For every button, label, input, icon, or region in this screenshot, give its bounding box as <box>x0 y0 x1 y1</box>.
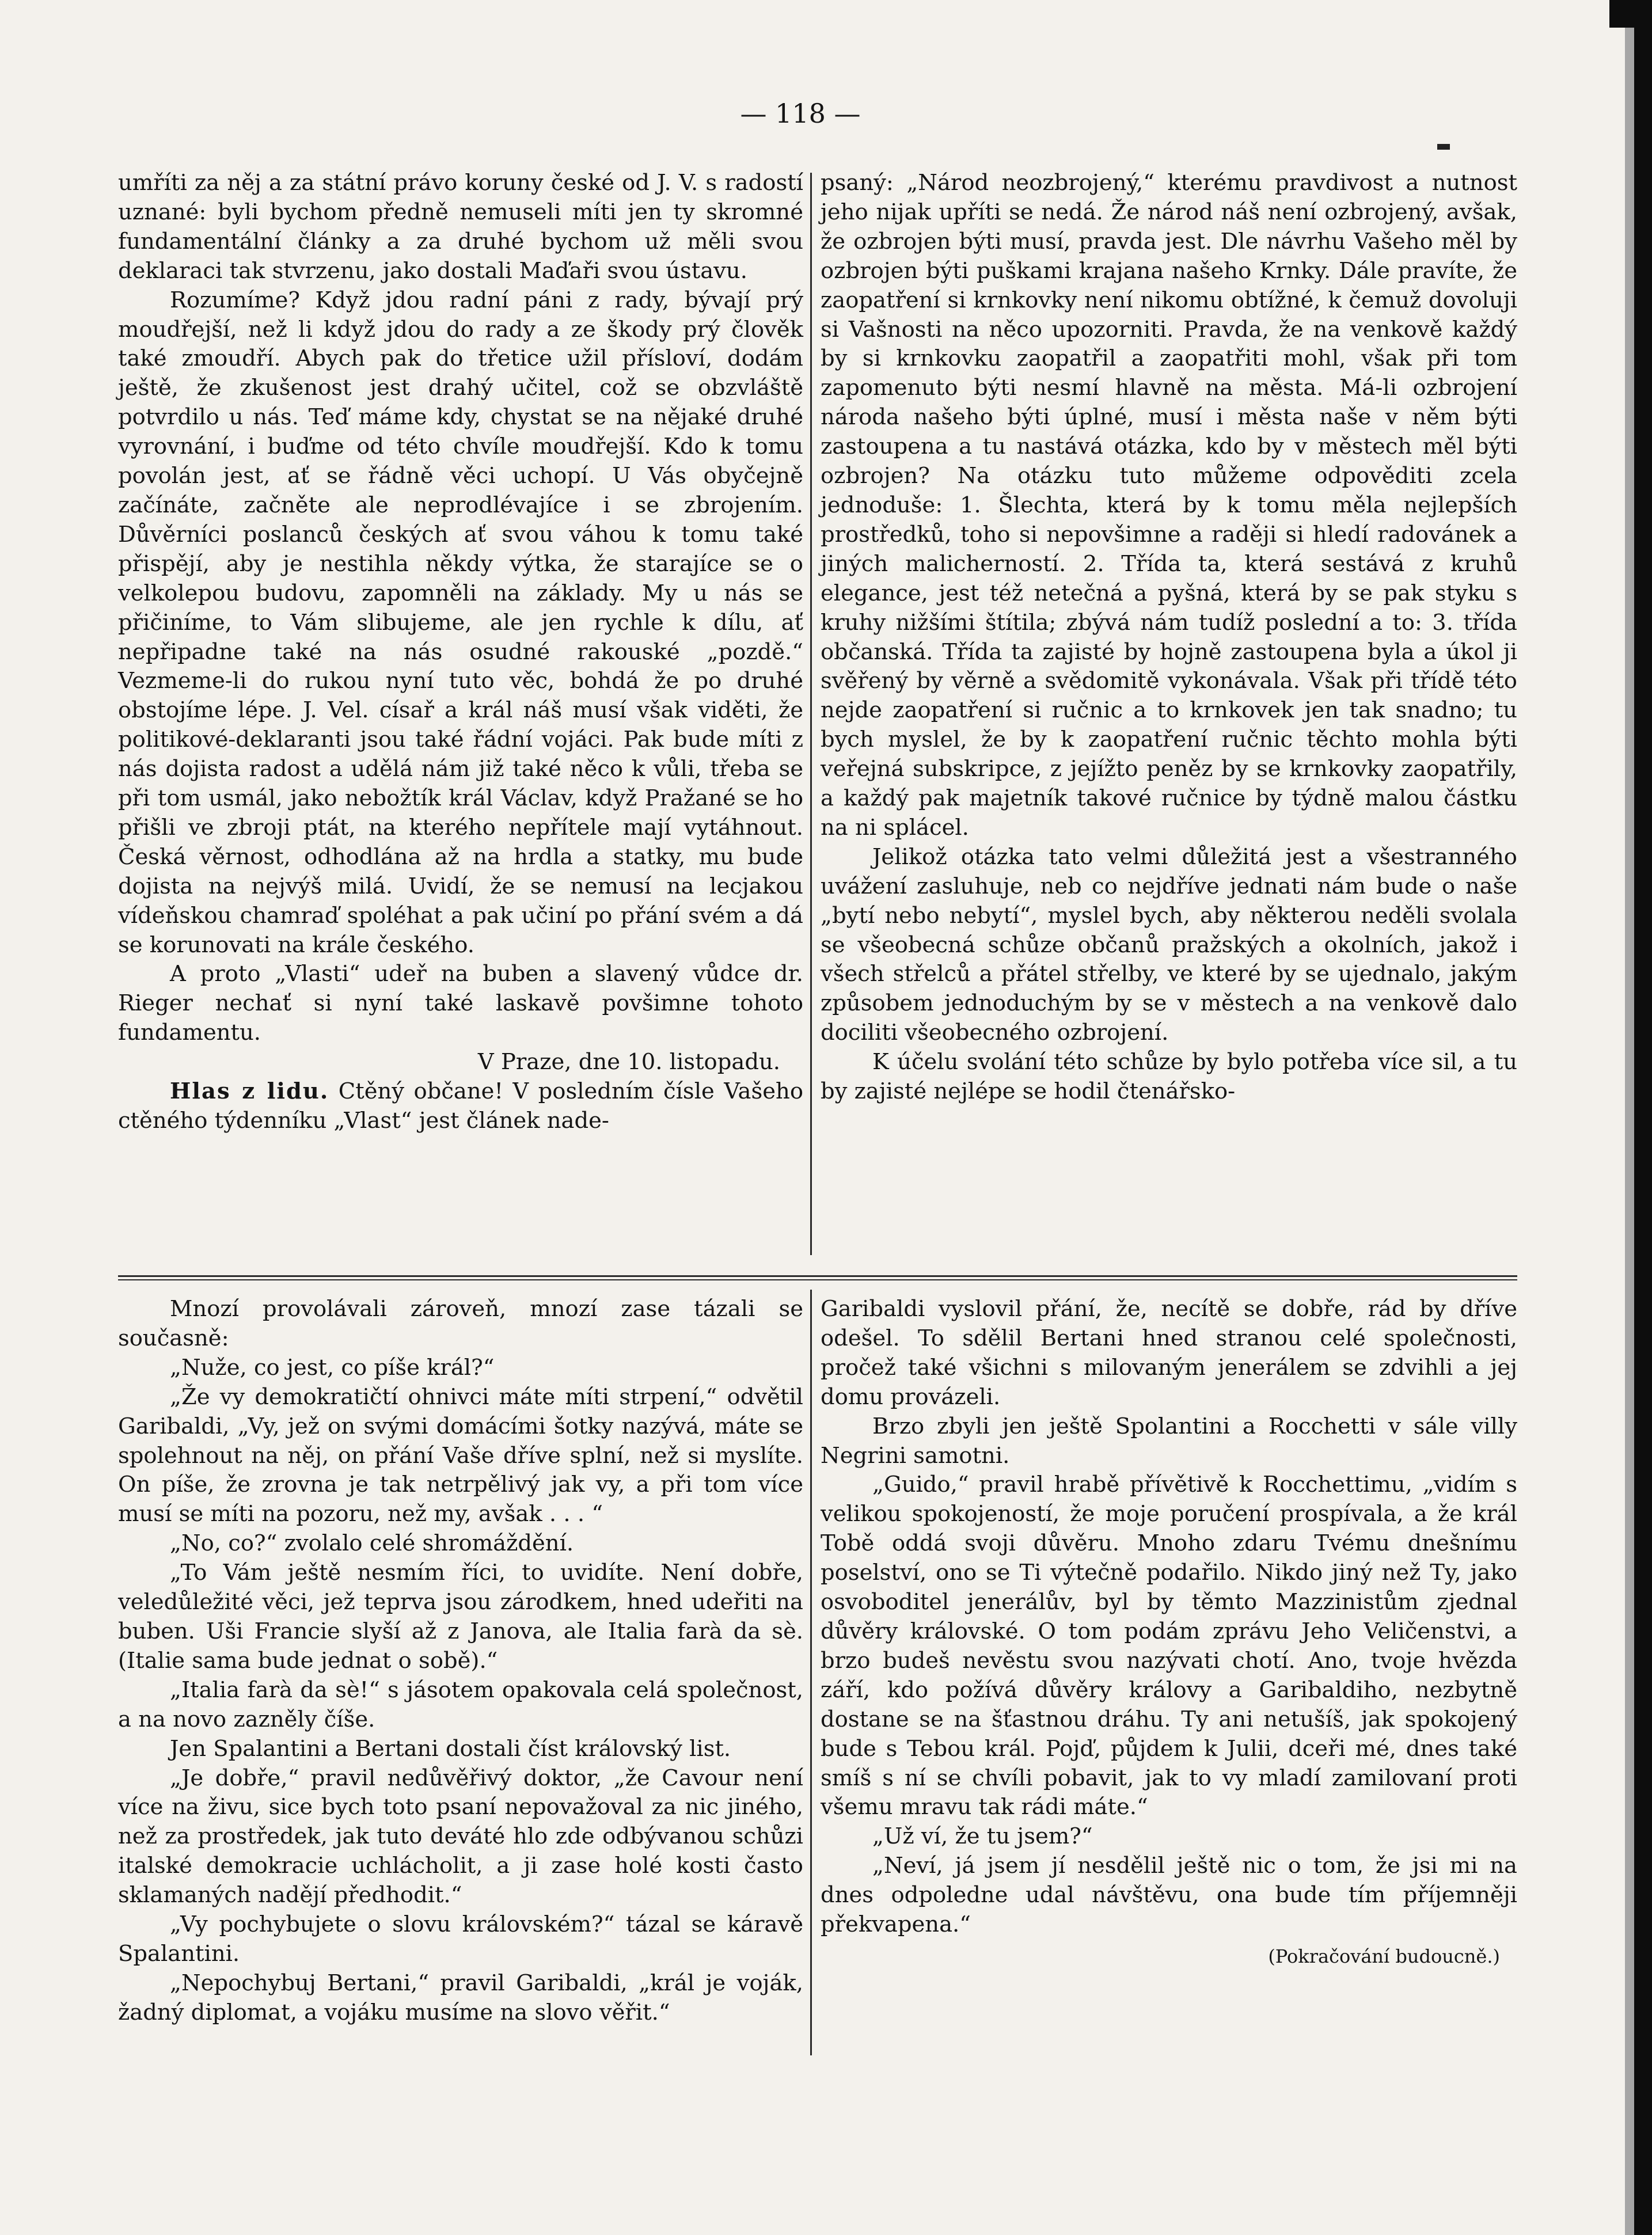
scan-edge-corner <box>1609 0 1652 28</box>
paragraph: Rozumíme? Když jdou radní páni z rady, bývají prý moudřejší, než li když jdou do rady a ze škody prý člověk také zmoudří. Abych pak do třetice užil přísloví, dodám ještě, že zkušenost jest drahý učitel, což se obzvláště potvrdilo u nás. Teď máme kdy, chystat se na nějaké druhé vyrovnání, i buďme od této chvíle moudřejší. Kdo k tomu povolán jest, ať se řádně věci uchopí. U Vás obyčejně začínáte, začněte ale neprodlévajíce i se zbrojením. Důvěrníci poslanců českých ať svou váhou k tomu také přispějí, aby je nestihla někdy výtka, že starajíce se o velkolepou budovu, zapomněli na základy. My u nás se přičiníme, to Vám slibujeme, ale jen rychle k dílu, ať nepřipadne také na nás osudné rakouské „pozdě.“ Vezmeme-li do rukou nyní tuto věc, bohdá že po druhé obstojíme lépe. J. Vel. císař a král náš musí však viděti, že politikové-deklaranti jsou také řádní vojáci. Pak bude míti z nás dojista radost a udělá nám již také něco k vůli, třeba se při tom usmál, jako nebožtík král Václav, když Pražané se ho přišli ve zbroji ptát, na kterého nepřítele mají vytáhnout. Česká věrnost, odhodlána až na hrdla a statky, mu bude dojista na nejvýš milá. Uvidí, že se nemusí na lecjakou vídeňskou chamraď spoléhat a pak učiní po přání svém a dá se korunovati na krále českého. <box>118 287 803 958</box>
section-heading: Hlas z lidu. <box>170 1078 329 1105</box>
column-top-right <box>821 169 1517 1107</box>
hlas-z-lidu-paragraph <box>118 1077 803 1136</box>
paragraph: „No, co?“ zvolalo celé shromáždění. <box>170 1530 574 1557</box>
scan-edge-right <box>1634 0 1652 2235</box>
paragraph: psaný: „Národ neozbrojený,“ kterému pravdivost a nutnost jeho nijak upříti se nedá. Že národ náš není ozbrojený, avšak, že ozbrojen býti musí, pravda jest. Dle návrhu Vašeho měl by ozbrojen býti puškami krajana našeho Krnky. Dále pravíte, že zaopatření si krnkovky není nikomu obtížné, k čemuž dovoluji si Vašnosti na něco upozorniti. Pravda, že na venkově každý by si krnkovku zaopatřil a zaopatřiti mohl, však při tom zapomenuto býti nesmí hlavně na města. Má-li ozbrojení národa našeho býti úplné, musí i města naše v něm býti zastoupena a tu nastává otázka, kdo by v městech měl býti ozbrojen? Na otázku tuto můžeme odpověditi zcela jednoduše: 1. Šlechta, která by k tomu měla nejlepších prostředků, toho si nepovšimne a raději si hledí radovánek a jiných malicherností. 2. Třída ta, která sestává z kruhů elegance, jest též netečná a pyšná, která by se pak styku s kruhy nižšími štítila; zbývá nám tudíž poslední a to: 3. třída občanská. Třída ta zajisté by hojně zastoupena byla a úkol ji svěřený by věrně a svědomitě vykonávala. Však při třídě této nejde zaopatření si ručnic a to krnkovek jen tak snadno; tu bych myslel, že by k zaopatření ručnic těchto mohla býti veřejná subskripce, z jejížto peněz by se krnkovky zaopatřily, a každý pak majetník takové ručnice by týdně malou částku na ni splácel. <box>821 170 1517 841</box>
paragraph: umříti za něj a za státní právo koruny české od J. V. s radostí uznané: byli bychom předně nemuseli míti jen ty skromné fundamentální články a za druhé bychom už měli svou deklaraci tak stvrzenu, jako dostali Maďaři svou ústavu. <box>118 170 803 284</box>
feuilleton-separator <box>118 1275 1517 1277</box>
paragraph: „Je dobře,“ pravil nedůvěřivý doktor, „že Cavour není více na živu, sice bych toto psaní nepovažoval za nic jiného, než za prostředek, jak tuto deváté hlo zde odbývanou schůzi italské demokracie uchlácholit, a ji zase holé kosti často sklamaných nadějí předhodit.“ <box>118 1765 803 1909</box>
print-mark <box>1437 144 1450 150</box>
paragraph: Jen Spalantini a Bertani dostali číst královský list. <box>170 1735 731 1762</box>
feuilleton-separator-double <box>118 1279 1517 1280</box>
column-divider-bottom <box>810 1290 812 2055</box>
paragraph: K účelu svolání této schůze by bylo potřeba více sil, a tu by zajisté nejlépe se hodil čtenářsko- <box>821 1049 1517 1105</box>
paragraph: „To Vám ještě nesmím říci, to uvidíte. Není dobře, veledůležité věci, jež teprva jsou zárodkem, hned udeřiti na buben. Uši Francie slyší až z Janova, ale Italia farà da sè. (Italie sama bude jednat o sobě).“ <box>118 1560 803 1674</box>
paragraph: Garibaldi vyslovil přání, že, necítě se dobře, rád by dříve odešel. To sdělil Bertani hned stranou celé společnosti, pročež také všichni s milovaným jenerálem se zdvihli a jej domu provázeli. <box>821 1296 1517 1410</box>
paragraph: „Italia farà da sè!“ s jásotem opakovala celá společnost, a na novo zazněly číše. <box>118 1677 803 1732</box>
section-lead: Ctěný občane! V posledním čísle Vašeho ctěného týdenníku „Vlast“ jest článek nade- <box>118 1078 803 1134</box>
paragraph: „Nuže, co jest, co píše král?“ <box>170 1354 495 1381</box>
paragraph: Jelikož otázka tato velmi důležitá jest a všestranného uvážení zasluhuje, neb co nejdříve jednati nám bude o naše „bytí nebo nebytí“, myslel bych, aby některou neděli svolala se všeobecná schůze občanů pražských a okolních, jakož i všech střelců a přátel střelby, ve které by se ujednalo, jakým způsobem jednoduchým by se v městech a na venkově dalo dociliti všeobecného ozbrojení. <box>821 843 1517 1046</box>
paragraph: „Že vy demokratičtí ohnivci máte míti strpení,“ odvětil Garibaldi, „Vy, jež on svými domácími šotky nazývá, máte se spolehnout na něj, on přání Vaše dříve splní, než si myslíte. On píše, že zrovna je tak netrpělivý jak vy, a při tom více musí se míti na pozoru, než my, avšak . . . “ <box>118 1383 803 1527</box>
column-bottom-right <box>821 1295 1517 1971</box>
paragraph: A proto „Vlasti“ udeř na buben a slavený vůdce dr. Rieger nechať si nyní také laskavě povšimne tohoto fundamentu. <box>118 961 803 1046</box>
column-bottom-left <box>118 1295 803 2028</box>
scan-edge-shadow <box>1625 0 1634 2235</box>
column-divider-top <box>810 173 812 1255</box>
paragraph: „Neví, já jsem jí nesdělil ještě nic o tom, že jsi mi na dnes odpoledne udal návštěvu, ona bude tím příjemněji překvapena.“ <box>821 1853 1517 1938</box>
paragraph: „Už ví, že tu jsem?“ <box>872 1823 1093 1850</box>
paragraph: „Vy pochybujete o slovu královském?“ tázal se káravě Spalantini. <box>118 1911 803 1967</box>
paragraph: „Guido,“ pravil hrabě přívětivě k Rocchettimu, „vidím s velikou spokojeností, že moje poručení prospívala, a že král Tobě oddá svoji důvěru. Mnoho zdaru Tvému dnešnímu poselství, ono se Ti výtečně podařilo. Nikdo jiný než Ty, jako osvoboditel jenerálův, byl by těmto Mazzinistům zjednal důvěry královské. O tom podám zprávu Jeho Veličenstvi, a brzo budeš nevěstu svou nazývati chotí. Ano, tvoje hvězda září, kdo požívá důvěry královy a Garibaldiho, nezbytně dostane se na šťastnou dráhu. Ty ani netušíš, jak spokojený bude s Tebou král. Pojď, půjdem k Julii, dceři mé, dnes také smíš s ní se chvíli pobavit, jak to vy mladí zamilovaní proti všemu mravu tak rádi máte.“ <box>821 1472 1517 1820</box>
dateline: V Praze, dne 10. listopadu. <box>477 1049 780 1075</box>
page-number: — 118 — <box>740 98 861 129</box>
paragraph: „Nepochybuj Bertani,“ pravil Garibaldi, „král je voják, žadný diplomat, a vojáku musíme na slovo věřit.“ <box>118 1970 803 2025</box>
paragraph: Brzo zbyli jen ještě Spolantini a Rocchetti v sále villy Negrini samotni. <box>821 1413 1517 1469</box>
paragraph: Mnozí provolávali zároveň, mnozí zase tázali se současně: <box>118 1296 803 1351</box>
column-top-left <box>118 169 803 1136</box>
continued-note: (Pokračování budoucně.) <box>1268 1945 1500 1967</box>
